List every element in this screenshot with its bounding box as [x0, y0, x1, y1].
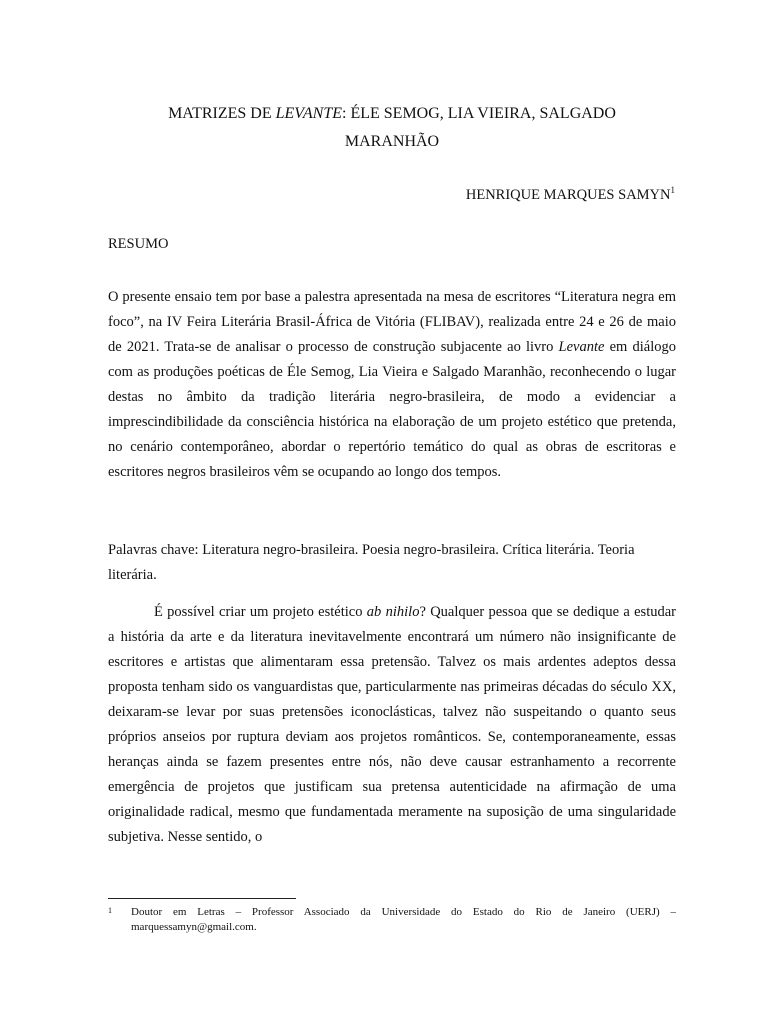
footnote [108, 905, 676, 935]
author-footnote-mark[interactable]: 1 [670, 185, 675, 196]
title-line2: MARANHÃO [344, 133, 440, 150]
keywords: Palavras chave: Literatura negro-brasileira. Poesia negro-brasileira. Crítica literária. Teoria literária. [108, 542, 635, 583]
title-italic: LEVANTE [275, 105, 342, 122]
title-prefix: MATRIZES DE [168, 105, 276, 122]
body-p1-start: É possível criar um projeto estético [154, 604, 367, 620]
abstract-book-title: Levante [558, 339, 605, 355]
abstract-part2: em diálogo com as produções poéticas de Éle Semog, Lia Vieira e Salgado Maranhão, reconhecendo o lugar destas no âmbito da tradição literária negro-brasileira, de modo a evidenciar a imprescindibilidade da consciência histórica na elaboração de um projeto estético que pretenda, no cenário contemporâneo, abordar o repertório temático do qual as obras de escritoras e escritores negros brasileiros vêm se ocupando ao longo dos tempos. [108, 339, 676, 480]
body-p1-rest: ? Qualquer pessoa que se dedique a estudar a história da arte e da literatura inevitavelmente encontrará um número não insignificante de escritores e artistas que alimentaram essa pretensão. Talvez os mais ardentes adeptos dessa proposta tenham sido os vanguardistas que, particularmente nas primeiras décadas do século XX, deixaram-se levar por suas pretensões iconoclásticas, talvez não suspeitando o quanto seus próprios anseios por ruptura deviam aos projetos românticos. Se, contemporaneamente, essas heranças ainda se fazem presentes entre nós, não deve causar estranhamento a recorrente emergência de projetos que justificam sua pretensa autenticidade na afirmação de uma originalidade radical, mesmo que fundamentada meramente na suposição de uma singularidade subjetiva. Nesse sentido, o [108, 604, 676, 845]
author-name: HENRIQUE MARQUES SAMYN [465, 187, 671, 203]
footnote-text: Doutor em Letras – Professor Associado da Universidade do Estado do Rio de Janeiro (UERJ) – marquessamyn@gmail.com. [131, 906, 676, 933]
abstract-text [108, 285, 676, 485]
footnote-mark: 1 [108, 906, 112, 915]
body-paragraph [108, 600, 676, 850]
author-line [466, 183, 675, 207]
abstract-heading: RESUMO [108, 236, 169, 252]
footnote-divider [108, 898, 296, 899]
paper-title [108, 100, 676, 156]
abstract-part1: O presente ensaio tem por base a palestra apresentada na mesa de escritores “Literatura negra em foco”, na IV Feira Literária Brasil-África de Vitória (FLIBAV), realizada entre 24 e 26 de maio de 2021. Trata-se de analisar o processo de construção subjacente ao livro [108, 289, 676, 355]
title-suffix: : ÉLE SEMOG, LIA VIEIRA, SALGADO [342, 105, 616, 122]
body-p1-italic: ab nihilo [366, 604, 420, 620]
